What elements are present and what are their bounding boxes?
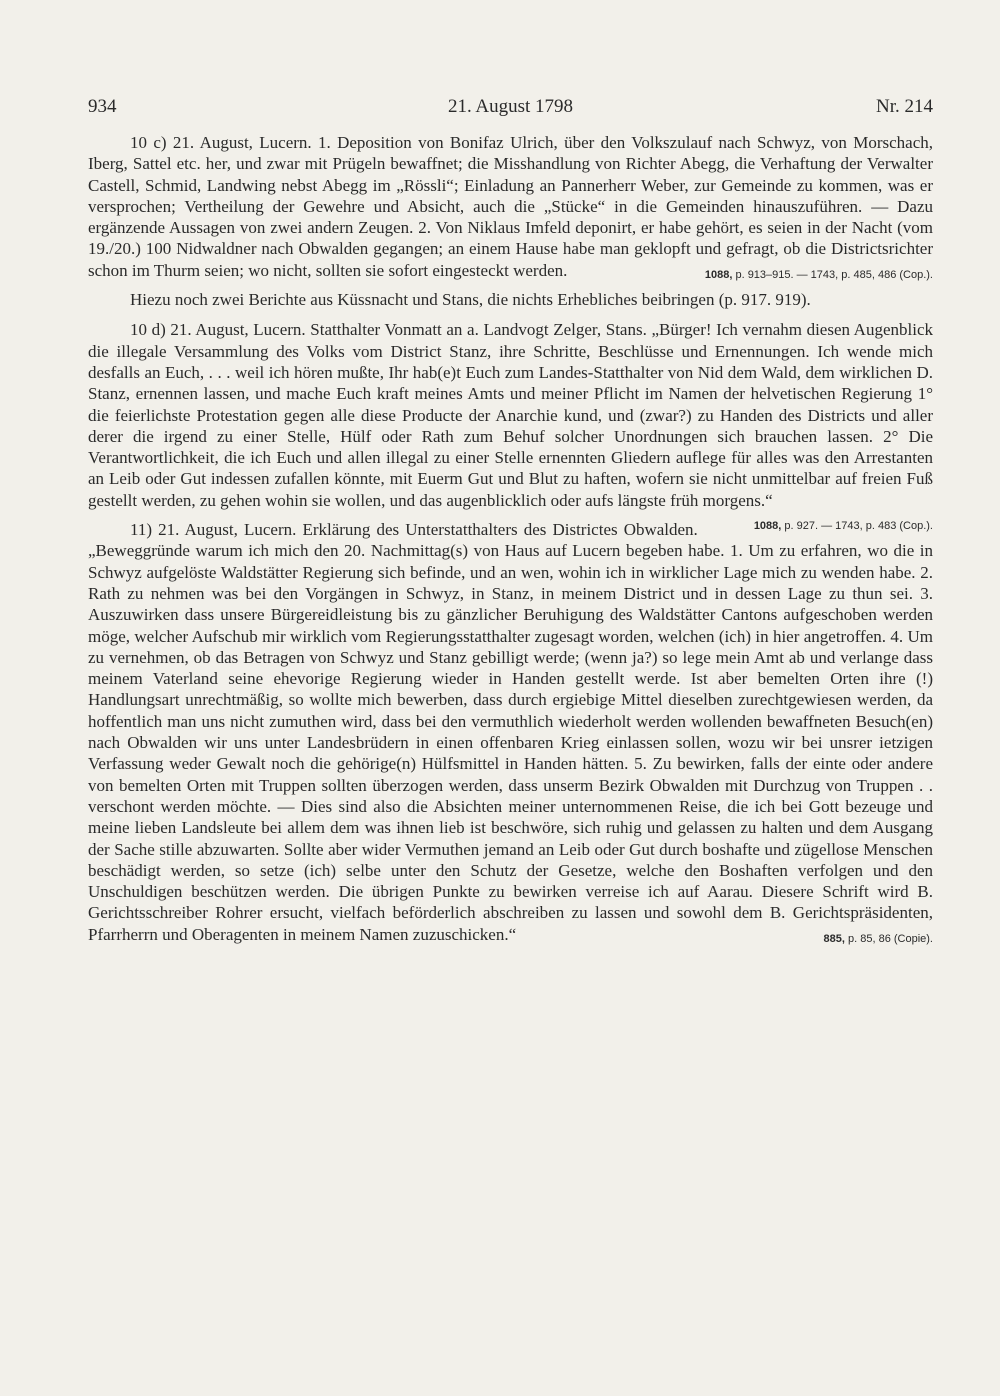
entry-11 xyxy=(88,519,933,945)
note-paragraph: Hiezu noch zwei Berichte aus Küssnacht und Stans, die nichts Erhebliches beibringen (p. 917. 919). xyxy=(130,290,811,310)
source-bold: 885, xyxy=(823,932,845,945)
entry-10d xyxy=(88,319,933,533)
page-header xyxy=(88,96,933,122)
entry-text: 10 d) 21. August, Lucern. Statthalter Vonmatt an a. Landvogt Zelger, Stans. „Bürger! Ich vernahm diesen Augenblick die illegale Versammlung des Volks vom District Stanz, ihre Schritte, Beschlüsse und Ernennungen. Ich wende mich desfalls an Euch, . . . weil ich hören mußte, Ihr hab(e)t Euch zum Landes-Statthalter von Nid dem Wald, dem wirklichen D. Stanz, ernennen lassen, und mache Euch kraft meines Amts und meiner Pflicht im Namen der helvetischen Regierung 1° die feierlichste Protestation gegen alle diese Producte der Anarchie kund, und (zwar?) zu Handen des Districts und aller derer die irgend zu einer Stelle, Hülf oder Rath zum Behuf solcher Unordnungen sich brauchen lassen. 2° Die Verantwortlichkeit, die ich Euch und allen illegal zu einer Stelle ernennten Gliedern auflege für alles was den Arrestanten an Leib oder Gut indessen zufallen könnte, mit Euerm Gut und Blut zu haften, wofern sie nicht unmittelbar auf freien Fuß gestellt werden, zu gehen wohin sie wollen, und das augenblicklich oder aufs längste früh morgens.“ xyxy=(88,320,933,510)
page-number: 934 xyxy=(88,96,117,117)
source-rest: p. 913–915. — 1743, p. 485, 486 (Cop.). xyxy=(732,268,933,281)
source-reference xyxy=(782,929,933,950)
source-bold: 1088, xyxy=(753,520,782,533)
entry-10c xyxy=(88,132,933,281)
source-rest: p. 927. — 1743, p. 483 (Cop.). xyxy=(781,520,933,533)
page-body xyxy=(88,132,933,953)
header-date: 21. August 1798 xyxy=(447,96,574,117)
source-reference xyxy=(663,265,933,286)
document-number: Nr. 214 xyxy=(876,96,933,117)
entry-text: 10 c) 21. August, Lucern. 1. Deposition von Bonifaz Ulrich, über den Volkszulauf nach Schwyz, von Morschach, Iberg, Sattel etc. her, und zwar mit Prügeln bewaffnet; die Misshandlung von Richter Abegg, die Verhaftung der Verwalter Castell, Schmid, Landwing nebst Abegg im „Rössli“; Einladung an Pannerherr Weber, zur Gemeinde zu kommen, was er versprochen; Vertheilung der Gewehre und Absicht, auch die „Stücke“ in die Gemeinden hinauszuführen. — Dazu ergänzende Aussagen von zwei andern Zeugen. 2. Von Niklaus Imfeld deponirt, er habe gehört, es seien in der Nacht (vom 19./20.) 100 Nidwaldner nach Obwalden gegangen; an einem Hause habe man geklopft und gefragt, ob die Districtsrichter schon im Thurm seien; wo nicht, sollten sie sofort eingesteckt werden. xyxy=(88,133,933,280)
source-bold: 1088, xyxy=(704,268,733,281)
source-rest: p. 85, 86 (Copie). xyxy=(844,932,933,945)
entry-text: 11) 21. August, Lucern. Erklärung des Unterstatthalters des Districtes Obwalden. „Beweggründe warum ich mich den 20. Nachmittag(s) von Haus auf Lucern begeben habe. 1. Um zu erfahren, wo die in Schwyz aufgelöste Waldstätter Regierung sich befinde, und an wen, wohin ich in wirklicher Lage mich zu wenden habe. 2. Rath zu nehmen was bei den Vorgängen in Schwyz, in Stanz, in meinem District und in dessen Lage zu thun sei. 3. Auszuwirken dass unsere Bürgereidleistung bis zu gänzlicher Beruhigung des Waldstätter Cantons aufgeschoben werden möge, welcher Aufschub mir wirklich vom Regierungsstatthalter zugesagt worden, welchen (ich) in hier angetroffen. 4. Um zu vernehmen, ob das Betragen von Schwyz und Stanz gebilligt werde; (wenn ja?) so lege mein Amt ab und verlange dass meinem Vaterland seine ehevorige Regierung wieder in Handen gestellt werde. Ist aber bemelten Orten ihre (!) Handlungsart unrechtmäßig, so wollte mich bewerben, dass durch ergiebige Mittel dieselben zurechtgewiesen werden, da hoffentlich man uns nicht zumuthen wird, dass bei den vermuthlich wiederholt werden wollenden bewaffneten Besuch(en) nach Obwalden wir uns unter Landesbrüdern in einen offenbaren Krieg einlassen sollen, wozu wir bei unsrer ietzigen Verfassung weder Gewalt noch die gehörige(n) Hülfsmittel in Handen hätten. 5. Zu bewirken, falls der einte oder andere von bemelten Orten mit Truppen sollten überzogen werden, dass unserm Bezirk Obwalden mit Durchzug von Truppen . . verschont werden möchte. — Dies sind also die Absichten meiner unternommenen Reise, die ich bei Gott bezeuge und meine lieben Landsleute bei allem dem was ihnen lieb ist beschwöre, sich ruhig und gelassen zu halten und dem Ausgang der Sache stille abzuwarten. Sollte aber wider Vermuthen jemand an Leib oder Gut durch boshafte und zügellose Menschen beschädigt werden, so setze (ich) selbe unter den Schutz der Gesetze, welche den Boshaften verfolgen und den Unschuldigen beschützen werden. Die übrigen Punkte zu bewirken verreise ich auf Aarau. Diesere Schrift wird B. Gerichtsschreiber Rohrer ersucht, vielfach beförderlich abschreiben zu lassen und sowohl dem B. Gerichtspräsidenten, Pfarrherrn und Oberagenten in meinem Namen zuzuschicken.“ xyxy=(88,520,933,944)
source-reference xyxy=(712,516,933,537)
